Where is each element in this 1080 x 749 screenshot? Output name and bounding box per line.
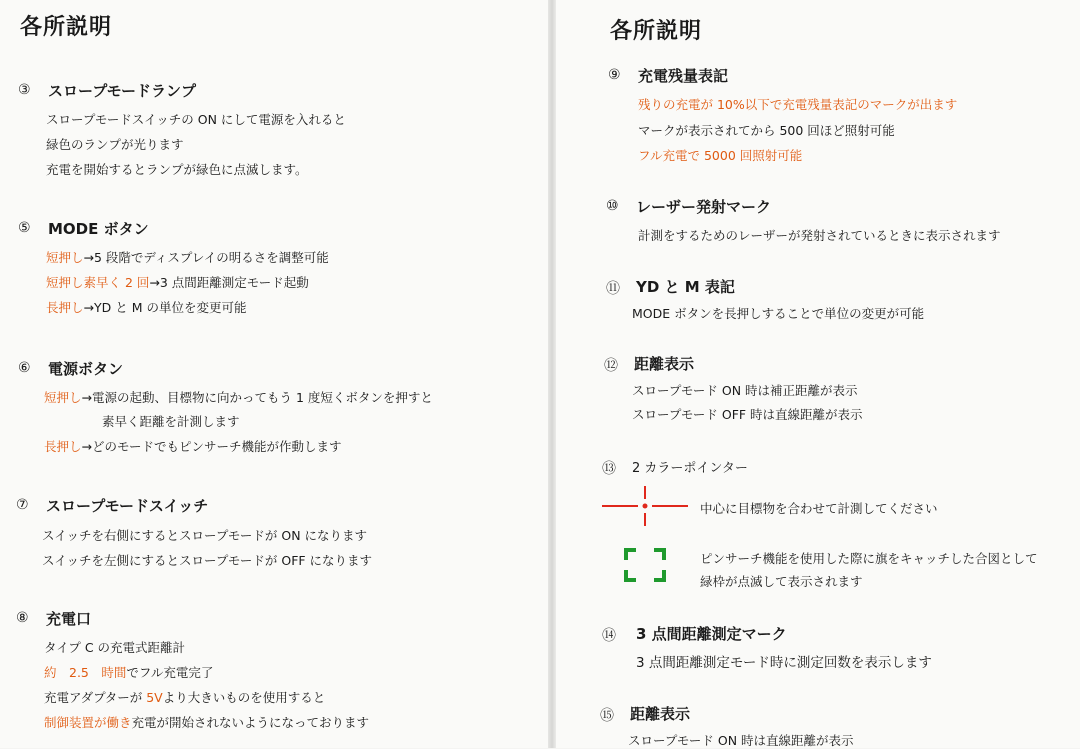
text-line: タイプ C の充電式距離計 — [44, 640, 186, 655]
text-line: 素早く距離を計測します — [102, 414, 240, 429]
section-heading: スロープモードランプ — [48, 82, 197, 100]
section-number: ⑪ — [606, 281, 620, 297]
page-gutter — [548, 0, 556, 748]
text-line: MODE ボタンを長押しすることで単位の変更が可能 — [632, 306, 925, 321]
line-text: →YD と M の単位を変更可能 — [83, 300, 247, 315]
section-heading: 充電残量表記 — [638, 67, 729, 85]
text-line — [44, 663, 213, 681]
section-number: ⑮ — [600, 708, 614, 724]
pointer-description: ピンサーチ機能を使用した際に旗をキャッチした合図として — [700, 551, 1038, 566]
text-line: マークが表示されてから 500 回ほど照射可能 — [638, 123, 895, 138]
text-line — [44, 388, 433, 406]
highlight-text: 短押し — [44, 390, 82, 405]
text-line — [46, 298, 246, 316]
line-text: 充電が開始されないようになっております — [131, 715, 370, 730]
text-line: スロープモードスイッチの ON にして電源を入れると — [46, 112, 346, 127]
section-number: ⑥ — [18, 360, 31, 376]
section-heading: 距離表示 — [634, 355, 695, 373]
highlight-text: 残りの充電が 10%以下で充電残量表記のマークが出ます — [638, 97, 958, 112]
green-corner-frame-icon — [624, 548, 666, 582]
highlight-text: 5V — [146, 690, 163, 705]
text-line — [44, 688, 325, 706]
section-number: ③ — [18, 82, 31, 98]
page-title: 各所説明 — [20, 15, 113, 40]
section-heading: 充電口 — [46, 610, 92, 628]
highlight-text: 長押し — [46, 300, 84, 315]
section-number: ⑧ — [16, 610, 29, 626]
pointer-description: 中心に目標物を合わせて計測してください — [700, 501, 938, 516]
line-text: より大きいものを使用すると — [162, 690, 326, 705]
line-text: →どのモードでもピンサーチ機能が作動します — [81, 439, 342, 454]
text-line — [46, 273, 309, 291]
highlight-text: 短押し — [46, 250, 84, 265]
section-number: ⑫ — [604, 358, 618, 374]
section-number: ⑤ — [18, 220, 31, 236]
section-number: ⑩ — [606, 198, 619, 214]
section-heading: 3 点間距離測定マーク — [636, 625, 787, 643]
line-text: →電源の起動、目標物に向かってもう 1 度短くボタンを押すと — [81, 390, 433, 405]
text-line: スイッチを右側にするとスロープモードが ON になります — [42, 528, 368, 543]
highlight-text: フル充電で 5000 回照射可能 — [638, 148, 803, 163]
section-number: ⑨ — [608, 67, 621, 83]
text-line: スロープモード OFF 時は直線距離が表示 — [632, 407, 863, 422]
red-crosshair-icon — [602, 486, 688, 526]
text-line — [46, 248, 329, 266]
section-heading: 距離表示 — [630, 705, 691, 723]
line-text: でフル充電完了 — [126, 665, 214, 680]
text-line: スロープモード ON 時は直線距離が表示 — [628, 733, 854, 748]
text-line — [44, 437, 342, 455]
pointer-description: 緑枠が点滅して表示されます — [700, 574, 863, 589]
text-line: 緑色のランプが光ります — [46, 137, 184, 152]
section-heading: 電源ボタン — [48, 360, 124, 378]
text-line: スイッチを左側にするとスロープモードが OFF になります — [42, 553, 373, 568]
section-heading: スロープモードスイッチ — [46, 497, 209, 515]
section-number: ⑭ — [602, 628, 616, 644]
section-heading: 2 カラーポインター — [632, 461, 748, 476]
highlight-text: 約 2.5 時間 — [44, 665, 127, 680]
page-title: 各所説明 — [610, 19, 703, 44]
text-line: スロープモード ON 時は補正距離が表示 — [632, 383, 858, 398]
section-heading: YD と M 表記 — [636, 278, 735, 296]
section-heading: レーザー発射マーク — [636, 198, 772, 216]
text-line — [44, 713, 369, 731]
line-text: 充電アダプターが — [44, 690, 147, 705]
highlight-text: 制御装置が働き — [44, 715, 132, 730]
highlight-text: 短押し素早く 2 回 — [46, 275, 150, 290]
highlight-text: 長押し — [44, 439, 82, 454]
section-heading: MODE ボタン — [48, 220, 149, 238]
section-number: ⑬ — [602, 461, 616, 477]
line-text: →5 段階でディスプレイの明るさを調整可能 — [83, 250, 329, 265]
section-number: ⑦ — [16, 497, 29, 513]
right-page — [556, 0, 1080, 748]
text-line: 3 点間距離測定モード時に測定回数を表示します — [636, 655, 932, 671]
text-line: 充電を開始するとランプが緑色に点滅します。 — [46, 162, 308, 177]
line-text: →3 点間距離測定モード起動 — [149, 275, 309, 290]
text-line: 計測をするためのレーザーが発射されているときに表示されます — [638, 228, 1001, 243]
